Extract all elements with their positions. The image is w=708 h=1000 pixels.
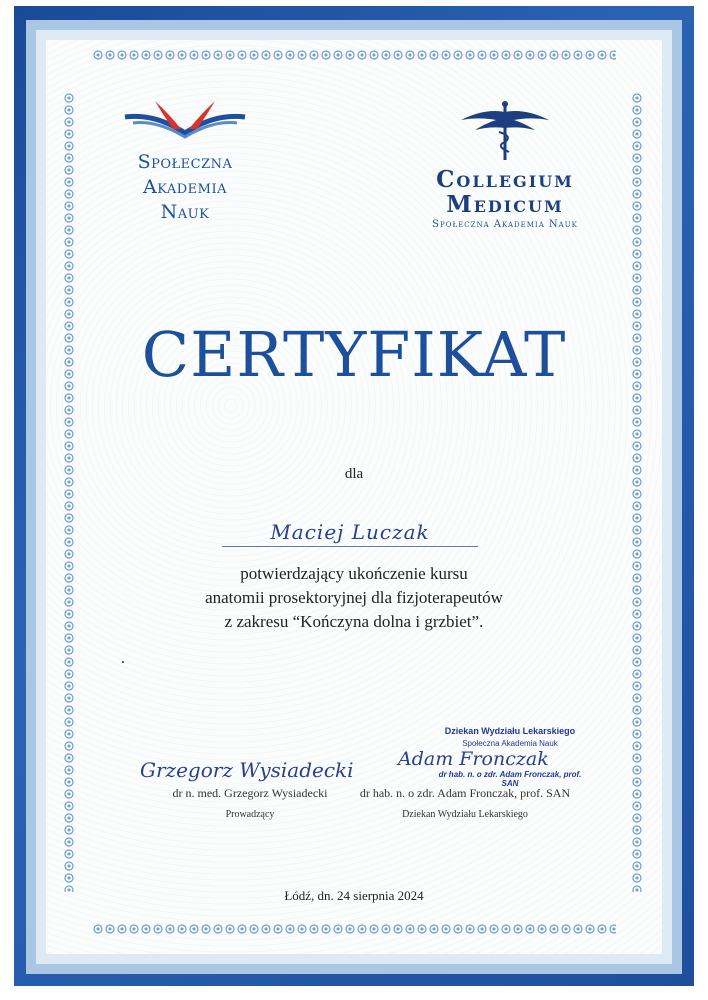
stamp-line-2: Społeczna Akademia Nauk — [462, 739, 558, 748]
right-signer-role: Dziekan Wydziału Lekarskiego — [402, 809, 528, 820]
right-ornament-border — [630, 92, 644, 892]
body-line-3: z zakresu “Kończyna dolna i grzbiet”. — [224, 612, 484, 631]
body-line-1: potwierdzający ukończenie kursu — [240, 564, 468, 583]
place-and-date: Łódź, dn. 24 sierpnia 2024 — [284, 888, 424, 903]
stamp-line-1: Dziekan Wydziału Lekarskiego — [444, 726, 576, 736]
bottom-ornament-border — [92, 922, 616, 936]
left-ornament-border — [62, 92, 76, 892]
open-book-icon — [115, 95, 255, 145]
left-signer-name: dr n. med. Grzegorz Wysiadecki — [172, 786, 328, 800]
logo-right-line-3: Społeczna Akademia Nauk — [432, 219, 578, 230]
san-logo — [105, 95, 265, 225]
logo-right-line-1: Collegium — [436, 166, 574, 193]
logo-left-line-2: Akademia — [142, 176, 228, 198]
stray-dot — [122, 661, 124, 663]
logo-left-line-3: Nauk — [160, 201, 210, 223]
body-line-2: anatomii prosektoryjnej dla fizjoterapeutów — [205, 588, 503, 607]
logo-left-line-1: Społeczna — [137, 151, 233, 173]
left-handwritten-signature: Grzegorz Wysiadecki — [140, 758, 354, 782]
left-signer-block — [150, 786, 350, 820]
certificate-body — [0, 562, 708, 634]
right-handwritten-signature: Adam Fronczak — [398, 748, 549, 770]
certificate-title: CERTYFIKAT — [141, 318, 567, 391]
for-label: dla — [344, 466, 364, 482]
right-signer-name: dr hab. n. o zdr. Adam Fronczak, prof. SAN — [359, 786, 571, 800]
collegium-medicum-logo — [395, 98, 615, 230]
right-signer-block — [340, 786, 590, 820]
recipient-name-line — [222, 546, 478, 547]
top-ornament-border — [92, 48, 616, 62]
left-signer-role: Prowadzący — [225, 809, 275, 820]
recipient-handwritten-name: Maciej Luczak — [270, 520, 430, 544]
dean-stamp — [430, 726, 590, 788]
stamp-line-3: dr hab. n. o zdr. Adam Fronczak, prof. SAN — [438, 770, 582, 788]
logo-right-line-2: Medicum — [446, 191, 564, 218]
caduceus-icon — [455, 98, 555, 162]
